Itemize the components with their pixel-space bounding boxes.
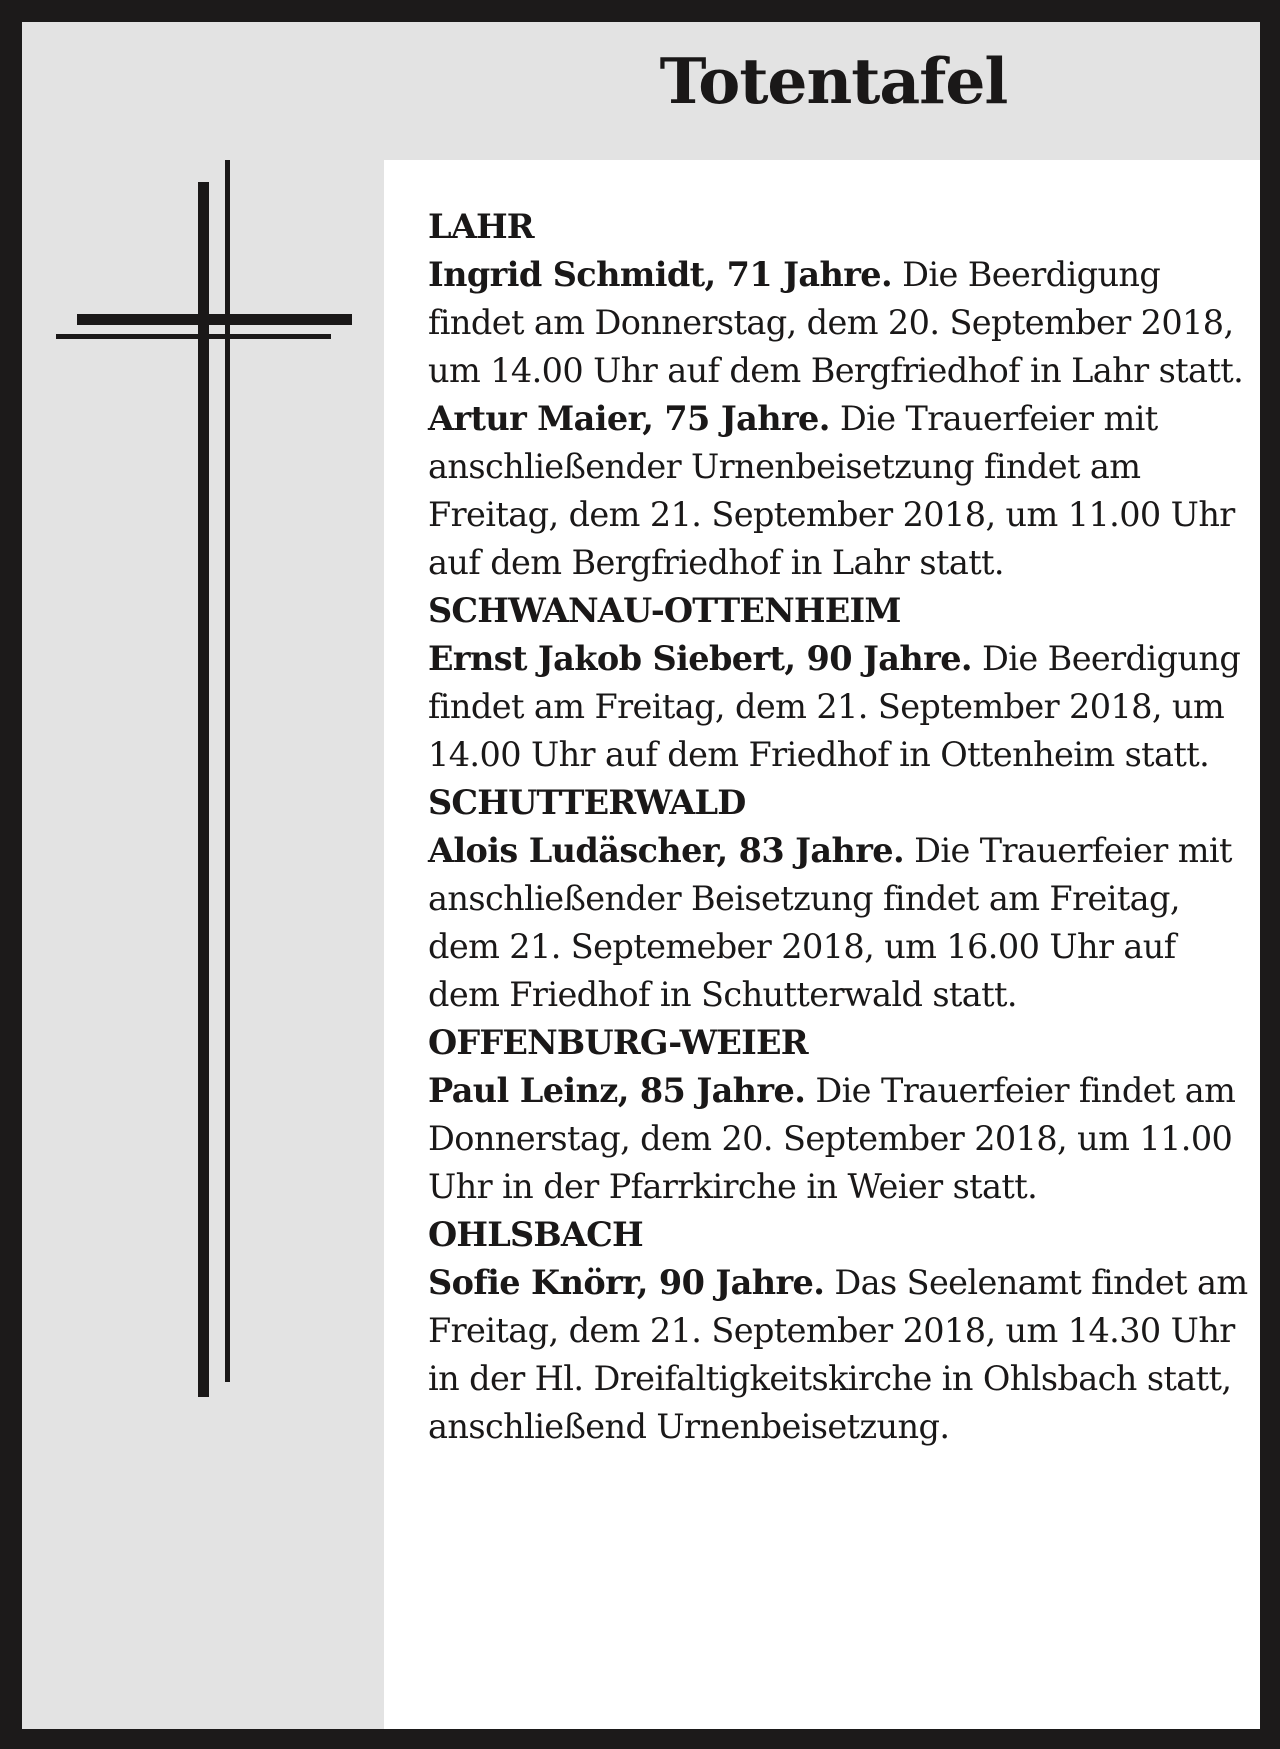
deceased-name: Paul Leinz, 85 Jahre. (428, 1071, 806, 1110)
obituary-notice (428, 395, 1250, 587)
deceased-name: Sofie Knörr, 90 Jahre. (428, 1263, 825, 1302)
obituary-notice (428, 251, 1250, 395)
place-heading: LAHR (428, 207, 534, 246)
notice-panel (22, 22, 1260, 1729)
obituary-notice (428, 1259, 1250, 1451)
obituary-list (384, 160, 1260, 1729)
section-schwanau-ottenheim (428, 587, 1250, 779)
deceased-name: Alois Ludäscher, 83 Jahre. (428, 831, 905, 870)
cross-vertical-line (225, 160, 230, 1382)
place-heading: SCHWANAU-OTTENHEIM (428, 591, 901, 630)
place-heading: OHLSBACH (428, 1215, 643, 1254)
obituary-notice (428, 1067, 1250, 1211)
cross-horizontal-line (56, 334, 331, 339)
section-schutterwald (428, 779, 1250, 1019)
obituary-notice (428, 635, 1250, 779)
notice-text: Die Trauerfeier findet am Donnerstag, dem 20. September 2018, um 11.00 Uhr in der Pfarrkirche in Weier statt. (428, 1071, 1236, 1206)
cross-vertical-bar (198, 182, 209, 1397)
section-ohlsbach (428, 1211, 1250, 1451)
notice-text: Die Trauerfeier mit anschließender Urnenbeisetzung findet am Freitag, dem 21. September 2018, um 11.00 Uhr auf dem Bergfriedhof in Lahr statt. (428, 399, 1235, 582)
notice-text: Die Trauerfeier mit anschließender Beisetzung findet am Freitag, dem 21. Septemeber 2018, um 16.00 Uhr auf dem Friedhof in Schutterwald statt. (428, 831, 1232, 1014)
deceased-name: Ernst Jakob Siebert, 90 Jahre. (428, 639, 972, 678)
obituary-notice (428, 827, 1250, 1019)
notice-text: Die Beerdigung findet am Donnerstag, dem 20. September 2018, um 14.00 Uhr auf dem Bergfriedhof in Lahr statt. (428, 255, 1244, 390)
page-title: Totentafel (659, 44, 1008, 118)
section-lahr (428, 203, 1250, 587)
notice-text: Die Beerdigung findet am Freitag, dem 21. September 2018, um 14.00 Uhr auf dem Friedhof in Ottenheim statt. (428, 639, 1241, 774)
cross-icon (22, 22, 382, 1422)
deceased-name: Artur Maier, 75 Jahre. (428, 399, 830, 438)
place-heading: OFFENBURG-WEIER (428, 1023, 808, 1062)
notice-text: Das Seelenamt findet am Freitag, dem 21. September 2018, um 14.30 Uhr in der Hl. Dreifaltigkeitskirche in Ohlsbach statt, anschließend Urnenbeisetzung. (428, 1263, 1248, 1446)
section-offenburg-weier (428, 1019, 1250, 1211)
deceased-name: Ingrid Schmidt, 71 Jahre. (428, 255, 893, 294)
place-heading: SCHUTTERWALD (428, 783, 746, 822)
cross-horizontal-bar (77, 314, 352, 325)
